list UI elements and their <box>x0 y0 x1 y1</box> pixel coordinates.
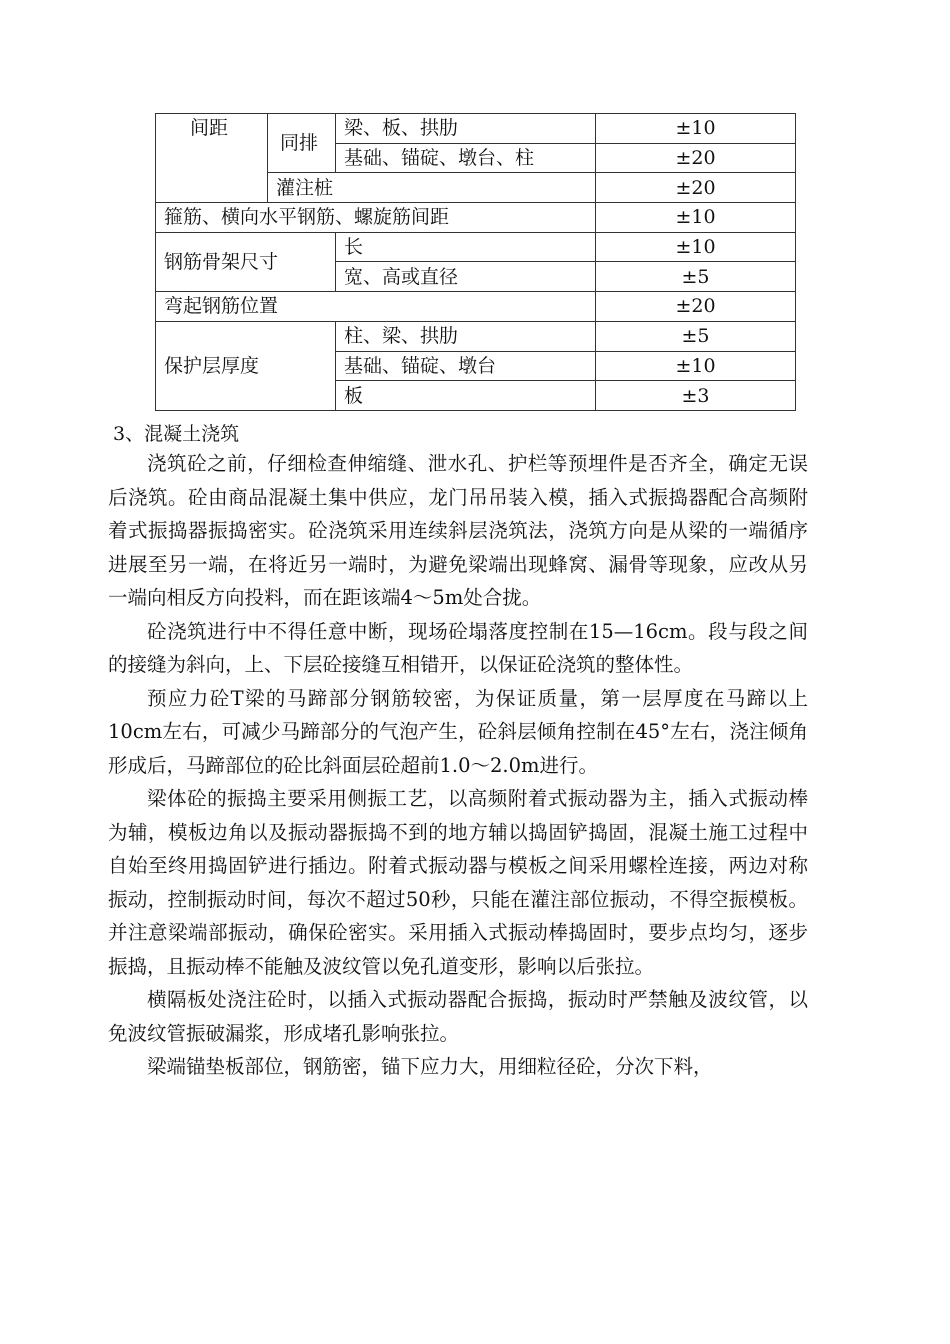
table-cell: 宽、高或直径 <box>336 262 596 292</box>
table-cell: 箍筋、横向水平钢筋、螺旋筋间距 <box>156 203 596 233</box>
table-row <box>156 292 796 322</box>
table-cell: 板 <box>336 381 596 411</box>
table-row <box>156 203 796 233</box>
table-cell: 基础、锚碇、墩台、柱 <box>336 143 596 173</box>
table-value: ±10 <box>596 114 796 144</box>
table-cell: 间距 <box>156 114 268 203</box>
table-cell: 同排 <box>268 114 336 173</box>
table-value: ±3 <box>596 381 796 411</box>
table-cell: 弯起钢筋位置 <box>156 292 596 322</box>
table-cell: 柱、梁、拱肋 <box>336 321 596 351</box>
table-value: ±5 <box>596 321 796 351</box>
table-value: ±20 <box>596 173 796 203</box>
table-cell: 基础、锚碇、墩台 <box>336 351 596 381</box>
table-value: ±10 <box>596 232 796 262</box>
paragraph: 梁体砼的振捣主要采用侧振工艺，以高频附着式振动器为主，插入式振动棒为辅，模板边角以及振动器振捣不到的地方辅以捣固铲捣固，混凝土施工过程中自始至终用捣固铲进行插边。附着式振动器与模板之间采用螺栓连接，两边对称振动，控制振动时间，每次不超过50秒，只能在灌注部位振动，不得空振模板。并注意梁端部振动，确保砼密实。采用插入式振动棒捣固时，要步点均匀，逐步振捣，且振动棒不能触及波纹管以免孔道变形，影响以后张拉。 <box>108 787 808 978</box>
table-cell: 长 <box>336 232 596 262</box>
paragraph: 预应力砼T梁的马蹄部分钢筋较密，为保证质量，第一层厚度在马蹄以上10cm左右，可减少马蹄部分的气泡产生，砼斜层倾角控制在45°左右，浇注倾角形成后，马蹄部位的砼比斜面层砼超前1.0～2.0m进行。 <box>108 686 808 777</box>
table-value: ±5 <box>596 262 796 292</box>
paragraph: 横隔板处浇注砼时，以插入式振动器配合振捣，振动时严禁触及波纹管，以免波纹管振破漏浆，形成堵孔影响张拉。 <box>108 988 808 1045</box>
paragraph: 梁端锚垫板部位，钢筋密，锚下应力大，用细粒径砼，分次下料， <box>147 1055 713 1078</box>
table-cell: 保护层厚度 <box>156 321 336 410</box>
table-row <box>156 321 796 351</box>
table-value: ±10 <box>596 203 796 233</box>
section-heading: 3、混凝土浇筑 <box>113 423 240 445</box>
table-cell: 灌注桩 <box>268 173 596 203</box>
table-row <box>156 114 796 144</box>
tolerance-table <box>155 113 796 411</box>
table-cell: 梁、板、拱肋 <box>336 114 596 144</box>
table-cell: 钢筋骨架尺寸 <box>156 232 336 291</box>
table-value: ±10 <box>596 351 796 381</box>
paragraph: 浇筑砼之前，仔细检查伸缩缝、泄水孔、护栏等预埋件是否齐全，确定无误后浇筑。砼由商品混凝土集中供应，龙门吊吊装入模，插入式振捣器配合高频附着式振捣器振捣密实。砼浇筑采用连续斜层浇筑法，浇筑方向是从梁的一端循序进展至另一端，在将近另一端时，为避免梁端出现蜂窝、漏骨等现象，应改从另一端向相反方向投料，而在距该端4～5m处合拢。 <box>108 452 808 609</box>
section-body <box>108 447 808 1084</box>
table-value: ±20 <box>596 292 796 322</box>
table-row <box>156 232 796 262</box>
table-value: ±20 <box>596 143 796 173</box>
paragraph: 砼浇筑进行中不得任意中断，现场砼塌落度控制在15—16cm。段与段之间的接缝为斜向，上、下层砼接缝互相错开，以保证砼浇筑的整体性。 <box>108 619 808 676</box>
